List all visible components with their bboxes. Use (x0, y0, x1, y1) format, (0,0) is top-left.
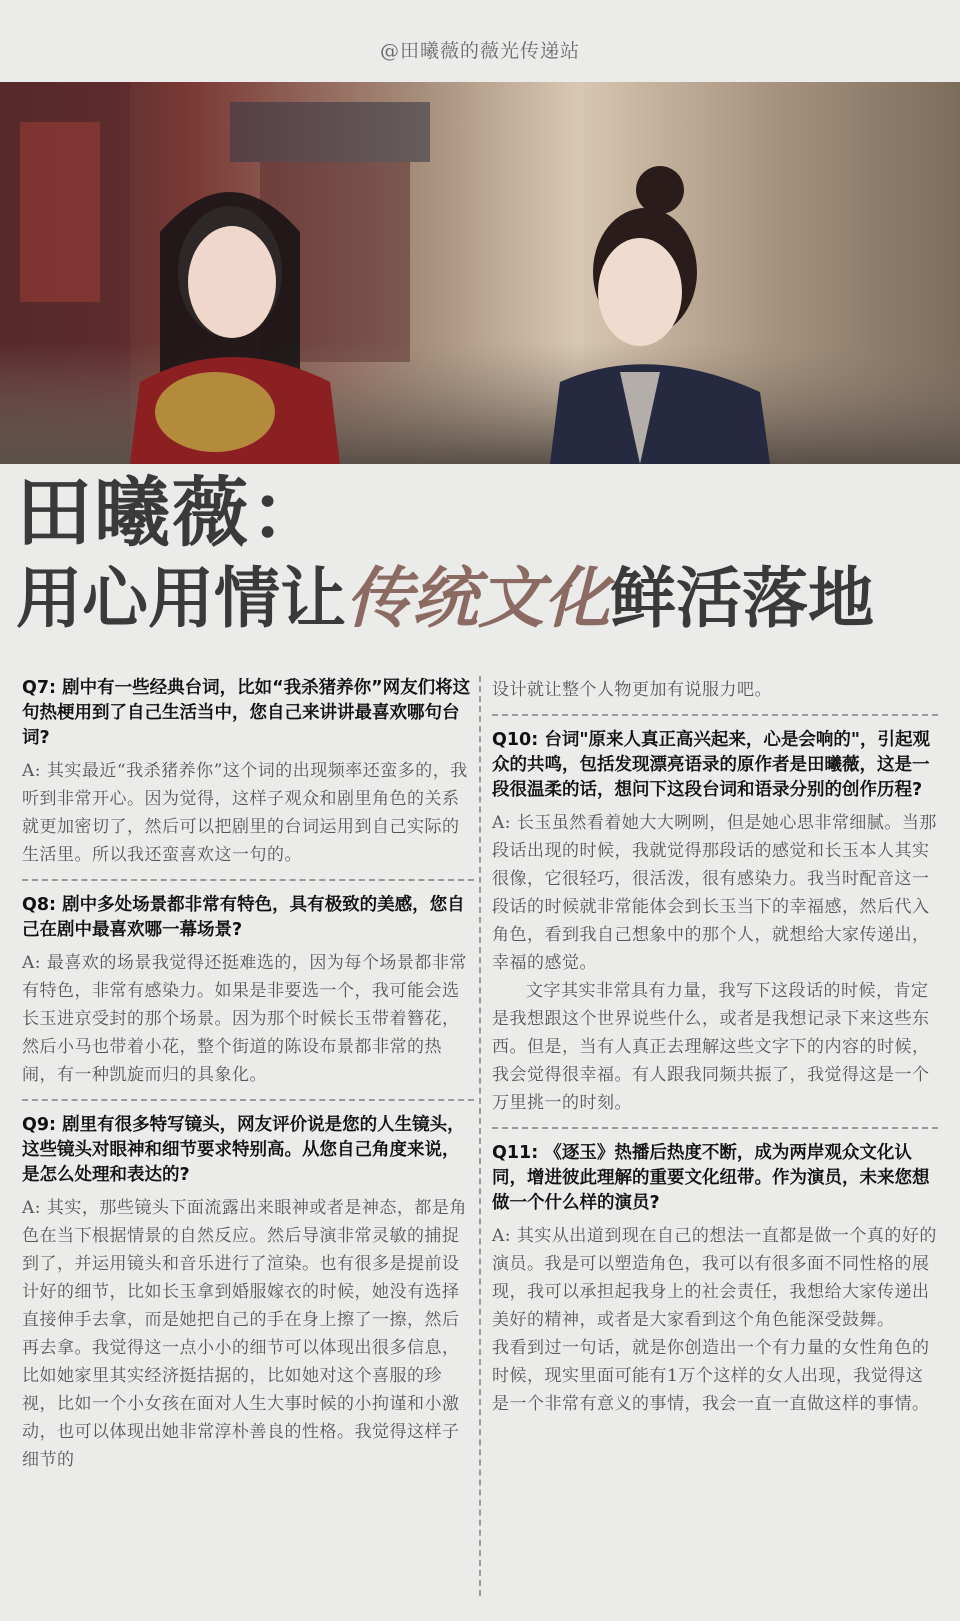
section-divider (22, 879, 474, 881)
answer-a10 (492, 809, 938, 1117)
answer-a11-paragraph1: A: 其实从出道到现在自己的想法一直都是做一个真的好的演员。我是可以塑造角色，我可以有很多面不同性格的展现，我可以承担起我身上的社会责任，我想给大家传递出美好的精神，或者是大家看到这个角色能深受鼓舞。 (492, 1226, 937, 1330)
answer-a10-paragraph2: 文字其实非常具有力量，我写下这段话的时候，肯定是我想跟这个世界说些什么，或者是我想记录下来这些东西。但是，当有人真正去理解这些文字下的内容的时候，我会觉得很幸福。有人跟我同频共振了，我觉得这是一个万里挑一的时刻。 (492, 981, 930, 1113)
answer-a11-paragraph2: 我看到过一句话，就是你创造出一个有力量的女性角色的时候，现实里面可能有1万个这样的女人出现，我觉得这是一个非常有意义的事情，我会一直一直做这样的事情。 (492, 1338, 930, 1414)
question-q9: Q9: 剧里有很多特写镜头，网友评价说是您的人生镜头，这些镜头对眼神和细节要求特别高。从您自己角度来说，是怎么处理和表达的? (22, 1115, 465, 1185)
headline-line1: 田曦薇： (16, 468, 328, 557)
section-divider (492, 1127, 938, 1129)
headline-line2-post: 鲜活落地 (610, 560, 874, 637)
left-column (22, 676, 474, 1474)
drama-still-photo (0, 82, 960, 464)
drama-still-illustration (0, 82, 960, 464)
answer-a7: A: 其实最近“我杀猪养你”这个词的出现频率还蛮多的，我听到非常开心。因为觉得，这样子观众和剧里角色的关系就更加密切了，然后可以把剧里的台词运用到自己实际的生活里。所以我还蛮喜欢这一句的。 (22, 761, 468, 865)
headline-line2-pre: 用心用情让 (16, 560, 346, 637)
section-divider (492, 714, 938, 716)
answer-a9: A: 其实，那些镜头下面流露出来眼神或者是神态，都是角色在当下根据情景的自然反应。然后导演非常灵敏的捕捉到了，并运用镜头和音乐进行了渲染。也有很多是提前设计好的细节，比如长玉拿到婚服嫁衣的时候，她没有选择直接伸手去拿，而是她把自己的手在身上擦了一擦，然后再去拿。我觉得这一点小小的细节可以体现出很多信息，比如她家里其实经济挺拮据的，比如她对这个喜服的珍视，比如一个小女孩在面对人生大事时候的小拘谨和小激动，也可以体现出她非常淳朴善良的性格。我觉得这样子细节的 (22, 1198, 467, 1470)
headline-line2-accent: 传统文化 (346, 559, 610, 637)
answer-a11 (492, 1222, 938, 1418)
question-q10: Q10: 台词"原来人真正高兴起来，心是会响的"，引起观众的共鸣，包括发现漂亮语录的原作者是田曦薇，这是一段很温柔的话，想问下这段台词和语录分别的创作历程? (492, 730, 931, 800)
question-q7: Q7: 剧中有一些经典台词，比如“我杀猪养你”网友们将这句热梗用到了自己生活当中，您自己来讲讲最喜欢哪句台词? (22, 678, 471, 748)
watermark: @田曦薇的薇光传递站 (379, 40, 580, 62)
column-divider (479, 676, 481, 1596)
headline-line2 (16, 556, 946, 641)
answer-a9-continued: 设计就让整个人物更加有说服力吧。 (492, 680, 772, 700)
headline (16, 470, 946, 641)
section-divider (22, 1099, 474, 1101)
right-column (492, 676, 938, 1418)
answer-a10-paragraph1: A: 长玉虽然看着她大大咧咧，但是她心思非常细腻。当那段话出现的时候，我就觉得那段话的感觉和长玉本人其实很像，它很轻巧，很活泼，很有感染力。我当时配音这一段话的时候就非常能体会到长玉当下的幸福感，然后代入角色，看到我自己想象中的那个人，就想给大家传递出，幸福的感觉。 (492, 813, 937, 973)
answer-a8: A: 最喜欢的场景我觉得还挺难选的，因为每个场景都非常有特色，非常有感染力。如果是非要选一个，我可能会选长玉进京受封的那个场景。因为那个时候长玉带着簪花，然后小马也带着小花，整个街道的陈设布景都非常的热闹，有一种凯旋而归的具象化。 (22, 953, 467, 1085)
question-q11: Q11: 《逐玉》热播后热度不断，成为两岸观众文化认同，增进彼此理解的重要文化纽带。作为演员，未来您想做一个什么样的演员? (492, 1143, 930, 1213)
question-q8: Q8: 剧中多处场景都非常有特色，具有极致的美感，您自己在剧中最喜欢哪一幕场景? (22, 895, 465, 940)
